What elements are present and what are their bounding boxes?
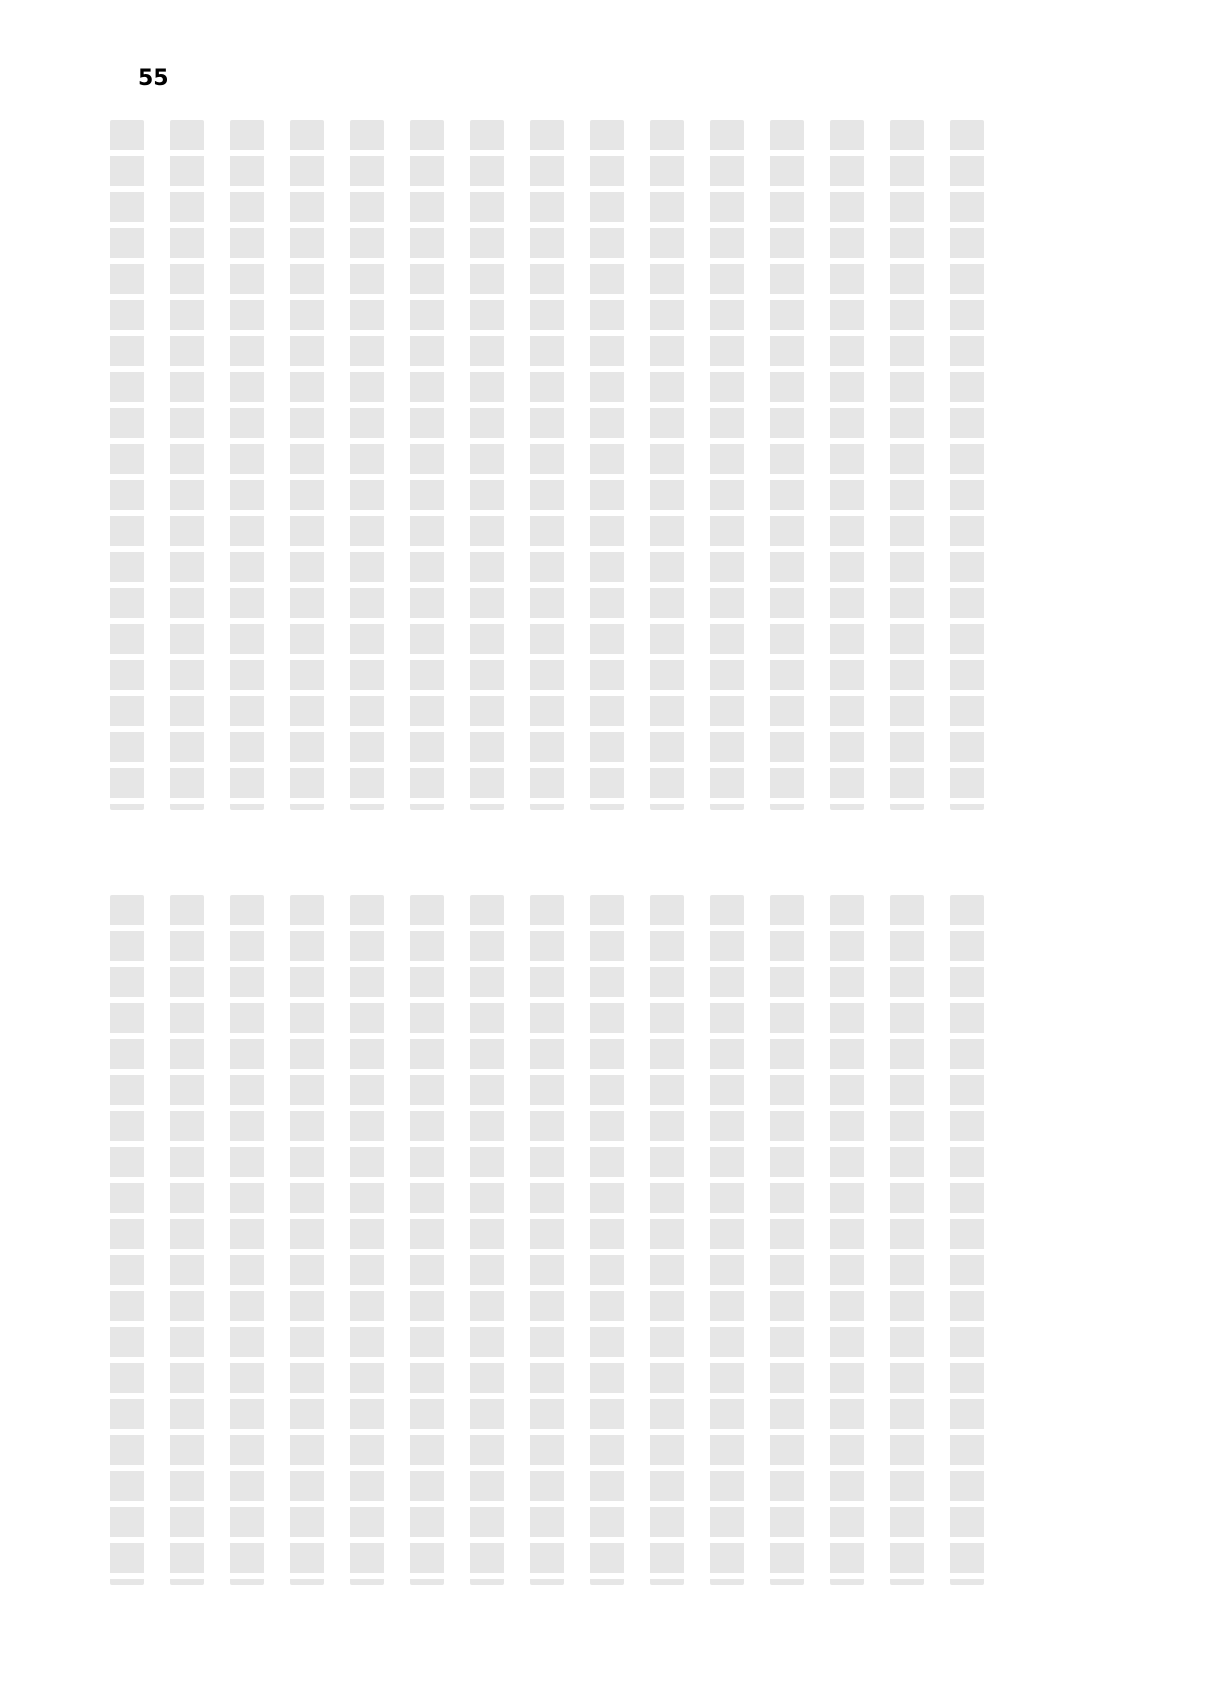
text-column-placeholder <box>350 895 384 1585</box>
text-column-placeholder <box>770 120 804 810</box>
text-column-placeholder <box>530 120 564 810</box>
text-column-placeholder <box>350 120 384 810</box>
text-column-placeholder <box>710 895 744 1585</box>
text-column-placeholder <box>110 895 144 1585</box>
text-column-placeholder <box>710 120 744 810</box>
text-column-placeholder <box>950 120 984 810</box>
text-column-placeholder <box>410 895 444 1585</box>
text-column-placeholder <box>470 895 504 1585</box>
text-column-placeholder <box>230 895 264 1585</box>
text-column-placeholder <box>290 895 324 1585</box>
text-column-placeholder <box>230 120 264 810</box>
text-column-placeholder <box>650 120 684 810</box>
text-column-placeholder <box>590 120 624 810</box>
text-column-placeholder <box>170 895 204 1585</box>
text-column-placeholder <box>830 895 864 1585</box>
text-column-placeholder <box>830 120 864 810</box>
text-column-placeholder <box>770 895 804 1585</box>
lower-text-block <box>110 895 984 1585</box>
text-column-placeholder <box>530 895 564 1585</box>
text-column-placeholder <box>110 120 144 810</box>
text-column-placeholder <box>290 120 324 810</box>
text-column-placeholder <box>590 895 624 1585</box>
text-column-placeholder <box>410 120 444 810</box>
text-column-placeholder <box>890 120 924 810</box>
text-column-placeholder <box>170 120 204 810</box>
page-number: 55 <box>138 66 169 91</box>
text-column-placeholder <box>650 895 684 1585</box>
upper-text-block <box>110 120 984 810</box>
text-column-placeholder <box>890 895 924 1585</box>
text-column-placeholder <box>950 895 984 1585</box>
text-column-placeholder <box>470 120 504 810</box>
